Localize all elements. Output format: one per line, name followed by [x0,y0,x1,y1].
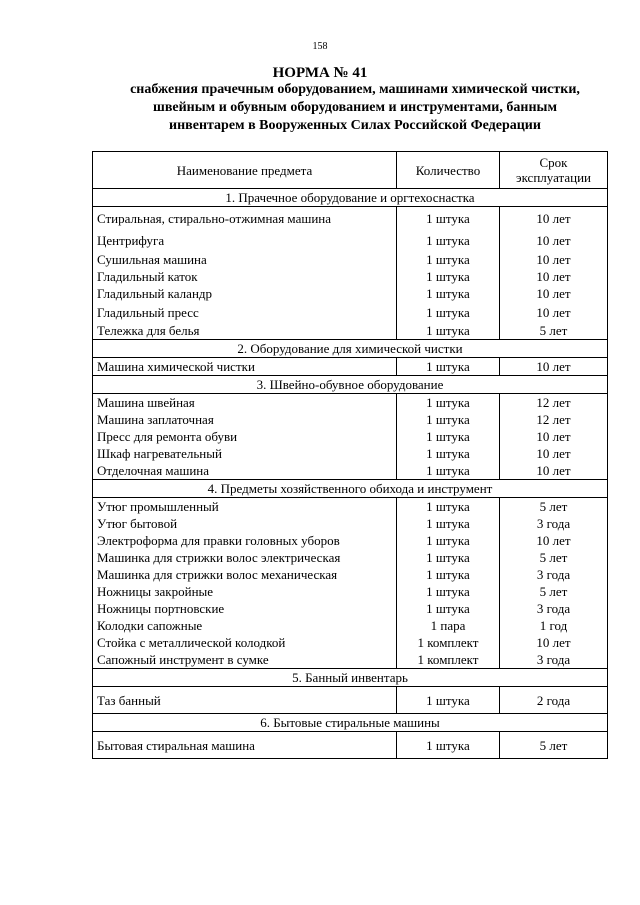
table-row [93,634,608,651]
table-row [93,207,608,230]
item-term: 10 лет [500,285,608,302]
item-name: Машинка для стрижки волос механическая [93,566,397,583]
item-quantity: 1 штука [397,268,500,285]
item-quantity: 1 штука [397,411,500,428]
item-name: Тележка для белья [93,322,397,340]
item-quantity: 1 штука [397,251,500,268]
item-quantity: 1 штука [397,732,500,759]
item-term: 10 лет [500,445,608,462]
item-name: Ножницы портновские [93,600,397,617]
section-header-row [93,480,608,498]
item-name: Гладильный каток [93,268,397,285]
item-name: Утюг промышленный [93,498,397,516]
norm-table-body [93,189,608,759]
item-term: 5 лет [500,583,608,600]
item-name: Гладильный каландр [93,285,397,302]
table-row [93,394,608,412]
item-name: Машина заплаточная [93,411,397,428]
item-name: Сушильная машина [93,251,397,268]
table-row [93,251,608,268]
table-row [93,687,608,714]
item-term: 10 лет [500,207,608,230]
item-quantity: 1 штука [397,600,500,617]
item-quantity: 1 штука [397,285,500,302]
table-row [93,498,608,516]
table-row [93,600,608,617]
table-row [93,583,608,600]
item-term: 3 года [500,515,608,532]
item-name: Пресс для ремонта обуви [93,428,397,445]
item-term: 5 лет [500,549,608,566]
item-name: Гладильный пресс [93,302,397,322]
item-term: 5 лет [500,322,608,340]
item-term: 2 года [500,687,608,714]
item-quantity: 1 штука [397,566,500,583]
norm-table [92,151,608,759]
header-qty: Количество [397,152,500,189]
item-name: Ножницы закройные [93,583,397,600]
item-term: 1 год [500,617,608,634]
item-name: Стиральная, стирально-отжимная машина [93,207,397,230]
table-row [93,617,608,634]
table-row [93,285,608,302]
item-term: 10 лет [500,358,608,376]
item-name: Таз банный [93,687,397,714]
item-name: Утюг бытовой [93,515,397,532]
item-quantity: 1 штука [397,302,500,322]
item-term: 10 лет [500,634,608,651]
table-row [93,532,608,549]
header-term-line1: Срок [539,155,568,170]
item-term: 12 лет [500,411,608,428]
item-name: Машина швейная [93,394,397,412]
item-term: 5 лет [500,732,608,759]
item-term: 10 лет [500,462,608,480]
item-name: Бытовая стиральная машина [93,732,397,759]
document-title: НОРМА № 41 [272,65,368,81]
table-row [93,566,608,583]
table-row [93,462,608,480]
section-title: 6. Бытовые стиральные машины [93,714,608,732]
item-name: Центрифуга [93,229,397,251]
item-quantity: 1 штука [397,207,500,230]
item-term: 5 лет [500,498,608,516]
item-name: Электроформа для правки головных уборов [93,532,397,549]
item-name: Отделочная машина [93,462,397,480]
item-name: Колодки сапожные [93,617,397,634]
section-header-row [93,376,608,394]
table-row [93,268,608,285]
header-term [500,152,608,189]
item-quantity: 1 штука [397,322,500,340]
table-row [93,411,608,428]
item-term: 10 лет [500,251,608,268]
section-header-row [93,340,608,358]
item-term: 3 года [500,566,608,583]
item-quantity: 1 штука [397,428,500,445]
item-name: Шкаф нагревательный [93,445,397,462]
table-row [93,732,608,759]
item-quantity: 1 штука [397,462,500,480]
table-row [93,515,608,532]
section-header-row [93,714,608,732]
table-row [93,445,608,462]
item-quantity: 1 штука [397,549,500,566]
item-quantity: 1 штука [397,358,500,376]
item-quantity: 1 пара [397,617,500,634]
item-term: 10 лет [500,532,608,549]
table-header-row [93,152,608,189]
section-header-row [93,669,608,687]
section-title: 5. Банный инвентарь [93,669,608,687]
item-term: 10 лет [500,268,608,285]
item-quantity: 1 штука [397,583,500,600]
item-quantity: 1 штука [397,498,500,516]
section-header-row [93,189,608,207]
item-name: Машина химической чистки [93,358,397,376]
item-quantity: 1 штука [397,532,500,549]
item-term: 12 лет [500,394,608,412]
table-row [93,302,608,322]
section-title: 2. Оборудование для химической чистки [93,340,608,358]
section-title: 1. Прачечное оборудование и оргтехоснастка [93,189,608,207]
item-term: 3 года [500,600,608,617]
table-row [93,322,608,340]
section-title: 3. Швейно-обувное оборудование [93,376,608,394]
table-row [93,651,608,669]
document-subtitle: снабжения прачечным оборудованием, машинами химической чистки, швейным и обувным оборудованием и инструментами, банным инвентарем в Вооруженных Силах Российской Федерации [130,82,580,133]
table-row [93,428,608,445]
item-quantity: 1 штука [397,229,500,251]
item-quantity: 1 штука [397,445,500,462]
item-quantity: 1 комплект [397,651,500,669]
item-term: 10 лет [500,302,608,322]
item-quantity: 1 штука [397,394,500,412]
header-name: Наименование предмета [93,152,397,189]
item-quantity: 1 комплект [397,634,500,651]
section-title: 4. Предметы хозяйственного обихода и инструмент [93,480,608,498]
table-row [93,229,608,251]
item-term: 10 лет [500,229,608,251]
item-name: Машинка для стрижки волос электрическая [93,549,397,566]
item-term: 3 года [500,651,608,669]
page-number: 158 [312,41,328,52]
item-name: Стойка с металлической колодкой [93,634,397,651]
item-quantity: 1 штука [397,687,500,714]
item-quantity: 1 штука [397,515,500,532]
item-name: Сапожный инструмент в сумке [93,651,397,669]
table-row [93,358,608,376]
table-row [93,549,608,566]
header-term-line2: эксплуатации [515,170,592,185]
item-term: 10 лет [500,428,608,445]
